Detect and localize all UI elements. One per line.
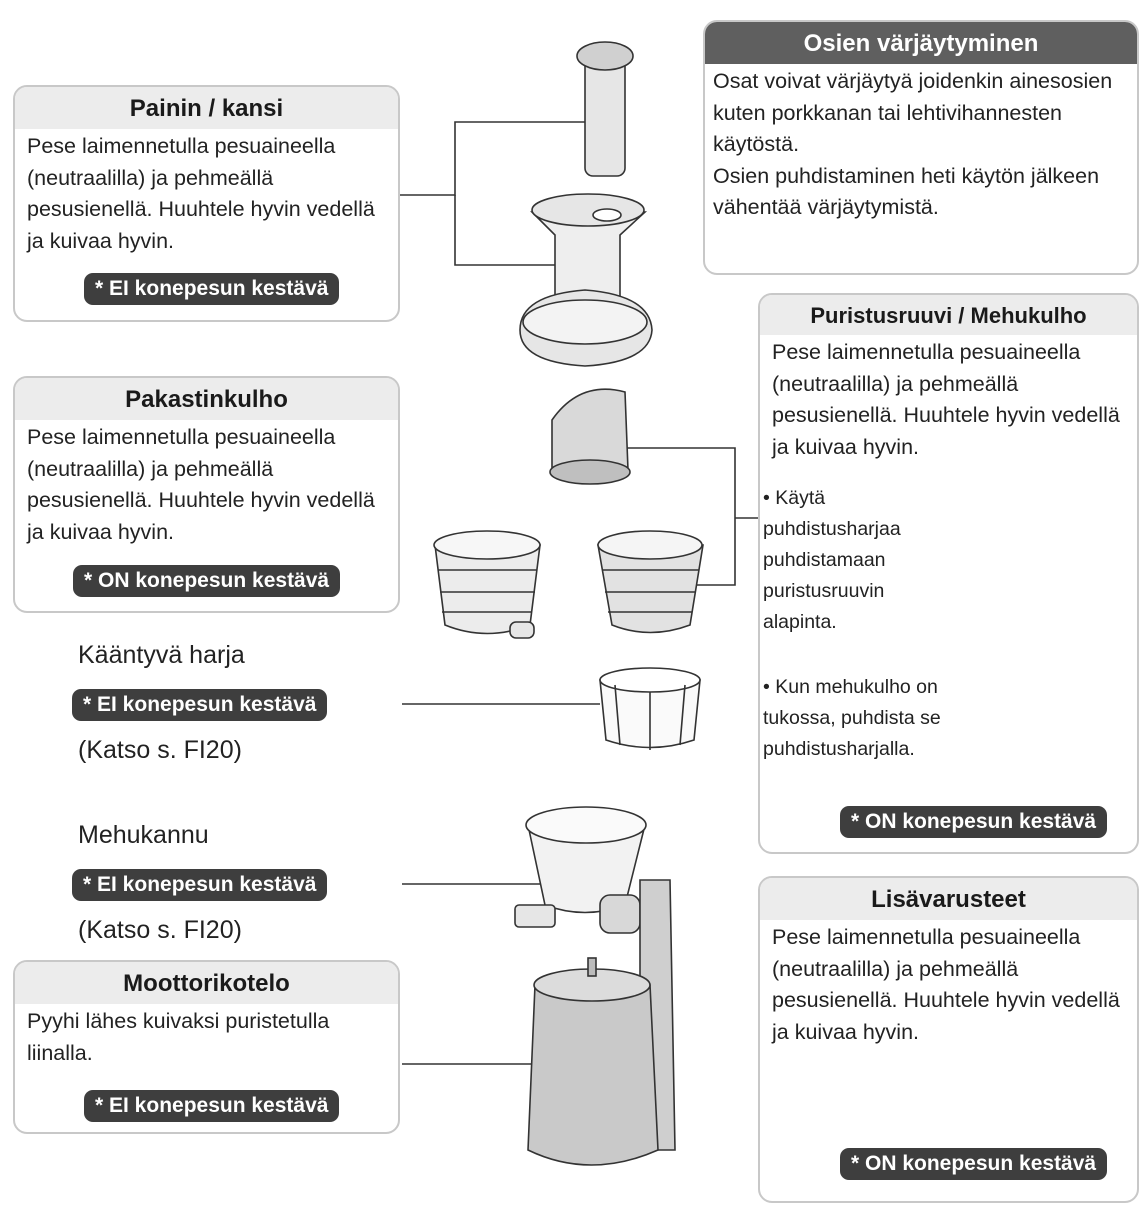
varjaytyminen-text-2: Osien puhdistaminen heti käytön jälkeen vähentää värjäytymistä. [713,163,1100,219]
rotating-brush-illustration [600,668,700,750]
varjaytyminen-title: Osien värjäytyminen [705,22,1137,64]
painin-kansi-badge: * EI konepesun kestävä [84,273,339,305]
painin-kansi-text: Pese laimennetulla pesuaineella (neutraalilla) ja pehmeällä pesusienellä. Huuhtele hyvin vedellä ja kuivaa hyvin. [27,134,375,253]
mehukannu-badge: * EI konepesun kestävä [72,869,327,901]
kaantyva-harja-title: Kääntyvä harja [78,641,245,669]
lisavarusteet-title: Lisävarusteet [760,878,1137,920]
juicer-illustration [515,807,675,1165]
lisavarusteet-badge: * ON konepesun kestävä [840,1148,1107,1180]
pakastinkulho-title: Pakastinkulho [15,378,398,420]
moottorikotelo-text: Pyyhi lähes kuivaksi puristetulla liinalla. [27,1009,330,1065]
lisavarusteet-text: Pese laimennetulla pesuaineella (neutraalilla) ja pehmeällä pesusienellä. Huuhtele hyvin vedellä ja kuivaa hyvin. [772,925,1120,1044]
puristusruuvi-bullet-1: • Käytä puhdistusharjaa puhdistamaan puristusruuvin alapinta. [763,487,901,633]
puristusruuvi-text: Pese laimennetulla pesuaineella (neutraalilla) ja pehmeällä pesusienellä. Huuhtele hyvin vedellä ja kuivaa hyvin. [772,340,1120,459]
varjaytyminen-text-1: Osat voivat värjäytyä joidenkin ainesosien kuten porkkanan tai lehtivihannesten käytöstä. [713,69,1113,156]
moottorikotelo-badge: * EI konepesun kestävä [84,1090,339,1122]
kaantyva-harja-ref: (Katso s. FI20) [78,736,242,764]
freezer-bowl-illustration [434,531,540,638]
varjaytyminen-panel [703,20,1139,275]
screw-illustration [550,389,630,484]
pusher-illustration [577,42,633,176]
pakastinkulho-text: Pese laimennetulla pesuaineella (neutraalilla) ja pehmeällä pesusienellä. Huuhtele hyvin vedellä ja kuivaa hyvin. [27,425,375,544]
kaantyva-harja-badge: * EI konepesun kestävä [72,689,327,721]
puristusruuvi-bullet-2: • Kun mehukulho on tukossa, puhdista se puhdistusharjalla. [763,676,941,760]
puristusruuvi-badge: * ON konepesun kestävä [840,806,1107,838]
mehukannu-title: Mehukannu [78,821,209,849]
mehukannu-ref: (Katso s. FI20) [78,916,242,944]
lid-illustration [520,194,652,366]
connector-painin [400,122,597,195]
pakastinkulho-badge: * ON konepesun kestävä [73,565,340,597]
puristusruuvi-title: Puristusruuvi / Mehukulho [760,295,1137,335]
moottorikotelo-title: Moottorikotelo [15,962,398,1004]
juice-bowl-illustration [598,531,703,633]
painin-kansi-title: Painin / kansi [15,87,398,129]
